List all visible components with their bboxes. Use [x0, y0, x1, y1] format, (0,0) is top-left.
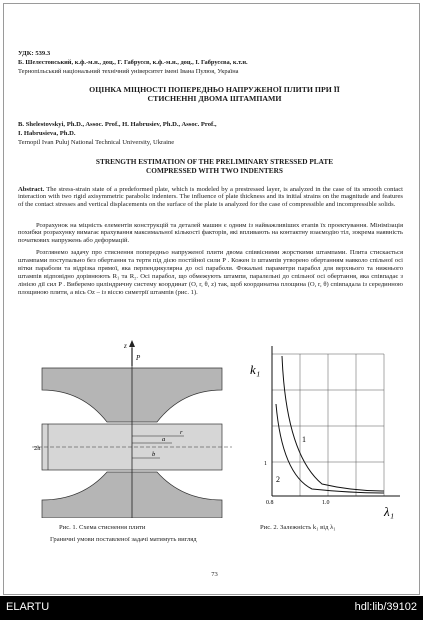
authors-en-line2: I. Habrusieva, Ph.D. — [18, 130, 76, 137]
title-ua-line1: ОЦІНКА МІЦНОСТІ ПОПЕРЕДНЬО НАПРУЖЕНОЇ ПЛИТИ ПРИ ЇЇ — [89, 85, 340, 94]
curve-1 — [282, 356, 384, 491]
authors-en-line1: B. Shelestovskyi, Ph.D., Assoc. Prof., H. Habrusiev, Ph.D., Assoc. Prof., — [18, 121, 217, 128]
figure-2-caption: Рис. 2. Залежність k₁ від λ₁ — [260, 524, 336, 531]
abstract-text: The stress-strain state of a predeformed plate, which is modeled by a prestressed layer, is analyzed in the case of its smooth contact interaction with two rigid axisymmetric parabolic indenters. The influence of plate thickness and its initial strains on the magnitude and features of the contact stresses and vertical displacements on the surface of the plate is analyzed for the case of compressible and incompressible solids. — [18, 186, 403, 208]
page-number: 73 — [211, 571, 218, 578]
x-axis-label: λ₁ — [384, 504, 395, 519]
tick-x-10: 1.0 — [322, 500, 330, 506]
curve-2 — [276, 404, 384, 493]
title-en-line1: STRENGTH ESTIMATION OF THE PRELIMINARY STRESSED PLATE — [95, 157, 334, 166]
figure-2-k1-dependence — [242, 344, 410, 520]
body-paragraph-1: Розрахунок на міцність елементів конструкцій та деталей машин є одним із найважливіших етапів їх проектування. Мінімізація похибки розрахунку вимагає врахування максимальної кількості факторів, які впливають на контактну взаємодію тіл, зокрема наявність початкових напружень або деформацій. — [18, 222, 403, 244]
abstract-label: Abstract. — [18, 186, 45, 193]
grid — [272, 354, 384, 496]
curve-1-label: 1 — [302, 435, 306, 444]
page-frame — [3, 3, 420, 595]
figure-1-compression-scheme — [32, 340, 232, 518]
label-thickness: 2h — [34, 445, 41, 452]
tick-y-1: 1 — [264, 461, 267, 467]
body-paragraph-2: Розглянемо задачу про стиснення попередньо напруженої плити двома співвісними жорсткими штампами. Плита стискається штампами поступально без обертання та тертя під дією постійної сили P . Кожен із штампів утворено обертанням навколо спільної осі вітки параболи та відрізка прямої, яка перпендикулярна до осі параболи. Фокальні параметри парабол для верхнього та нижнього штампів відповідно дорівнюють R₁ та R₂. Осі парабол, що обмежують штампи, паралельні до спільної осі обертання, яка співпадає з лінією дії сил P . Виберемо циліндричну систему координат (O, r, θ, z) так, щоб координатна площина (O, r, θ) співпадала із серединною площиною плити, а вісь Oz – із віссю симетрії штампів (рис. 1). — [18, 249, 403, 297]
abstract — [18, 186, 403, 208]
title-ua-line2: СТИСНЕННІ ДВОМА ШТАМПАМИ — [147, 94, 282, 103]
label-b: b — [152, 451, 156, 458]
footer-handle-link[interactable]: hdl:lib/39102 — [354, 601, 417, 613]
label-a: a — [162, 436, 166, 443]
footer-left-text: ELARTU — [6, 601, 50, 613]
label-p: P — [136, 354, 141, 362]
authors-ua: Б. Шелестовський, к.ф.-м.н., доц., Г. Габрусєв, к.ф.-м.н., доц., І. Габрусєва, к.т.н. — [18, 59, 248, 66]
curve-2-label: 2 — [276, 475, 280, 484]
title-en-line2: COMPRESSED WITH TWO INDENTERS — [146, 166, 283, 175]
affiliation-ua: Тернопільський національний технічний університет імені Івана Пулюя, Україна — [18, 68, 239, 75]
document-page — [18, 4, 411, 594]
z-arrow-icon — [129, 340, 135, 347]
label-r: r — [180, 429, 183, 436]
boundary-conditions-line: Граничні умови поставленої задачі матимуть вигляд — [50, 536, 197, 543]
affiliation-en: Ternopil Ivan Puluj National Technical University, Ukraine — [18, 139, 175, 146]
label-z: z — [124, 342, 127, 350]
footer-bar — [0, 596, 423, 620]
figure-1-caption: Рис. 1. Схема стиснення плити — [59, 524, 146, 531]
y-axis-label: k₁ — [250, 362, 261, 377]
udk-code: УДК: 539.3 — [18, 50, 51, 57]
tick-x-08: 0.8 — [266, 500, 274, 506]
